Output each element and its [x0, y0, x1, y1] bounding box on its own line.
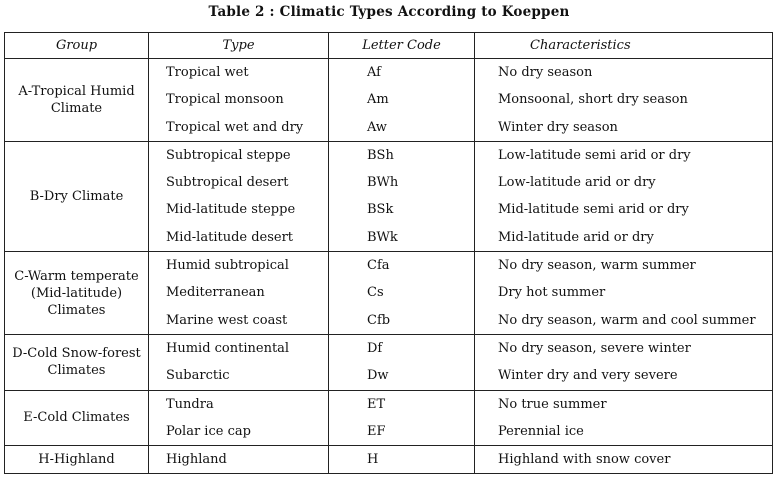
type-cell: Mid-latitude desert: [166, 229, 294, 245]
header-row: [5, 33, 773, 59]
type-cell-list: [149, 252, 329, 335]
type-cell-list: [149, 446, 329, 474]
characteristics-cell: Monsoonal, short dry season: [498, 92, 688, 108]
characteristics-cell-list: [475, 334, 773, 390]
type-cell: Mid-latitude steppe: [166, 202, 296, 218]
characteristics-cell: Mid-latitude semi arid or dry: [498, 202, 689, 218]
header-characteristics: Characteristics: [475, 33, 773, 59]
characteristics-cell: Winter dry and very severe: [498, 368, 678, 384]
type-cell: Marine west coast: [166, 312, 288, 328]
type-cell: Subtropical desert: [166, 175, 289, 191]
table-row: [5, 334, 773, 390]
characteristics-cell-list: [475, 59, 773, 142]
characteristics-cell: Dry hot summer: [498, 285, 606, 301]
letter-code-cell: Cfa: [367, 258, 390, 274]
letter-code-cell-list: [329, 59, 475, 142]
type-cell-list: [149, 390, 329, 446]
type-cell-list: [149, 334, 329, 390]
type-cell: Highland: [166, 452, 227, 468]
group-cell: E-Cold Climates: [5, 390, 149, 446]
characteristics-cell-list: [475, 446, 773, 474]
type-cell: Polar ice cap: [166, 423, 251, 439]
characteristics-cell: Low-latitude arid or dry: [498, 175, 656, 191]
type-cell: Humid subtropical: [166, 258, 289, 274]
letter-code-cell-list: [329, 334, 475, 390]
table-row: [5, 390, 773, 446]
characteristics-cell: No dry season, warm and cool summer: [498, 312, 756, 328]
letter-code-cell: H: [367, 452, 379, 468]
letter-code-cell: BWh: [367, 175, 399, 191]
group-cell: H-Highland: [5, 446, 149, 474]
letter-code-cell-list: [329, 141, 475, 251]
header-type: Type: [149, 33, 329, 59]
letter-code-cell: BWk: [367, 229, 398, 245]
header-group: Group: [5, 33, 149, 59]
type-cell: Subtropical steppe: [166, 147, 291, 163]
letter-code-cell-list: [329, 390, 475, 446]
letter-code-cell: Af: [367, 65, 381, 80]
characteristics-cell: Highland with snow cover: [498, 452, 671, 468]
table-row: [5, 59, 773, 142]
letter-code-cell: Df: [367, 340, 383, 356]
table-title: Table 2 : Climatic Types According to Koeppen: [208, 4, 570, 20]
characteristics-cell: Low-latitude semi arid or dry: [498, 147, 691, 163]
letter-code-cell: BSk: [367, 202, 394, 218]
type-cell: Tropical wet and dry: [166, 119, 304, 135]
letter-code-cell: BSh: [367, 147, 394, 163]
characteristics-cell: No true summer: [498, 396, 607, 412]
table-row: [5, 252, 773, 335]
characteristics-cell: No dry season, warm summer: [498, 258, 696, 274]
type-cell: Tropical monsoon: [166, 92, 284, 108]
group-cell: C-Warm temperate (Mid-latitude) Climates: [5, 252, 149, 335]
type-cell: Mediterranean: [166, 285, 265, 301]
type-cell: Humid continental: [166, 340, 290, 356]
characteristics-cell: Winter dry season: [498, 119, 618, 135]
characteristics-cell-list: [475, 252, 773, 335]
letter-code-cell-list: [329, 446, 475, 474]
characteristics-cell: No dry season, severe winter: [498, 340, 691, 356]
letter-code-cell: EF: [367, 423, 386, 439]
type-cell: Tropical wet: [166, 65, 249, 80]
group-cell: A-Tropical Humid Climate: [5, 59, 149, 142]
characteristics-cell: Mid-latitude arid or dry: [498, 229, 654, 245]
group-cell: B-Dry Climate: [5, 141, 149, 251]
climatic-types-table: [4, 32, 773, 474]
letter-code-cell: Cs: [367, 285, 384, 301]
characteristics-cell: Perennial ice: [498, 423, 584, 439]
characteristics-cell: No dry season: [498, 65, 593, 80]
letter-code-cell: Dw: [367, 368, 389, 384]
letter-code-cell: Am: [367, 92, 389, 108]
type-cell-list: [149, 141, 329, 251]
letter-code-cell: ET: [367, 396, 386, 412]
group-cell: D-Cold Snow-forest Climates: [5, 334, 149, 390]
characteristics-cell-list: [475, 141, 773, 251]
type-cell-list: [149, 59, 329, 142]
type-cell: Tundra: [166, 396, 214, 412]
table-row: [5, 446, 773, 474]
letter-code-cell: Aw: [367, 119, 387, 135]
type-cell: Subarctic: [166, 368, 230, 384]
letter-code-cell-list: [329, 252, 475, 335]
characteristics-cell-list: [475, 390, 773, 446]
letter-code-cell: Cfb: [367, 312, 391, 328]
header-letter-code: Letter Code: [329, 33, 475, 59]
table-row: [5, 141, 773, 251]
